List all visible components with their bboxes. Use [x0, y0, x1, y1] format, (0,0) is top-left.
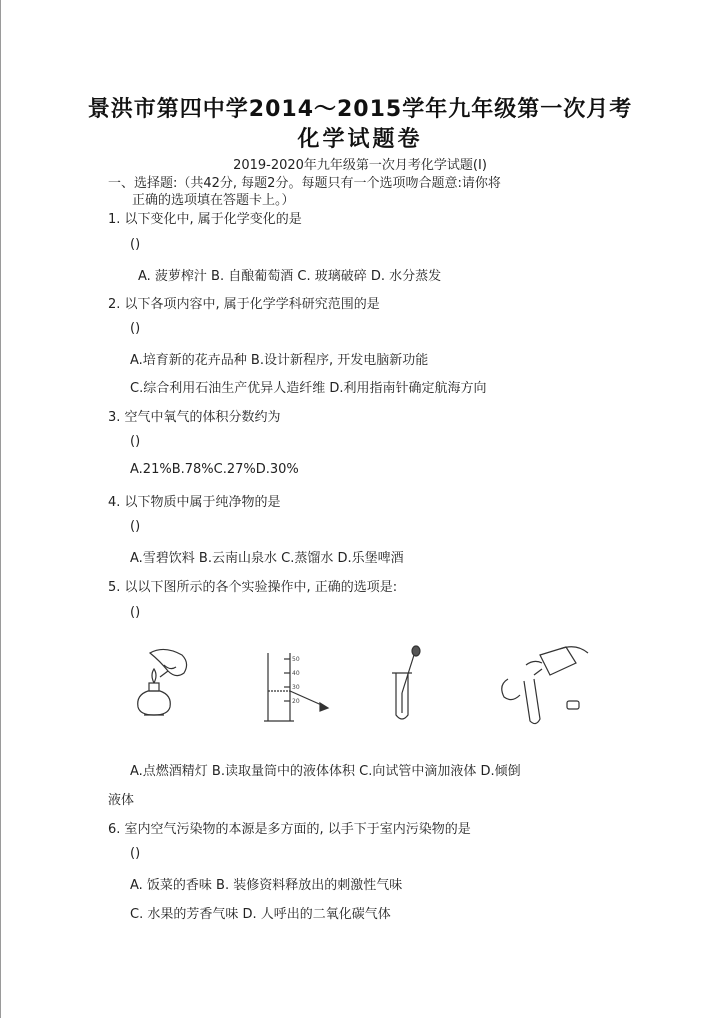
section-heading-cont: 正确的选项填在答题卡上。）	[132, 193, 295, 208]
test-tube-dropper-icon	[392, 646, 420, 719]
question-2-stem: 2. 以下各项内容中, 属于化学学科研究范围的是	[108, 297, 380, 312]
question-3-bracket: ()	[130, 434, 141, 449]
question-2-options-ab: A.培育新的花卉品种 B.设计新程序, 开发电脑新功能	[130, 353, 429, 368]
question-6-stem: 6. 室内空气污染物的本源是多方面的, 以手下于室内污染物的是	[108, 822, 471, 837]
question-6-options-cd: C. 水果的芳香气味 D. 人呼出的二氧化碳气体	[130, 907, 391, 922]
question-4-options: A.雪碧饮料 B.云南山泉水 C.蒸馏水 D.乐堡啤酒	[130, 551, 404, 566]
question-6-options-ab: A. 饭菜的香味 B. 装修资料释放出的刺激性气味	[130, 878, 403, 893]
exam-title-sub: 化学试题卷	[297, 127, 423, 152]
question-1-bracket: ()	[130, 237, 141, 252]
question-5-bracket: ()	[130, 605, 141, 620]
question-5-options-cont: 液体	[108, 793, 135, 808]
question-3-options: A.21%B.78%C.27%D.30%	[130, 462, 299, 477]
question-4-bracket: ()	[130, 519, 141, 534]
cylinder-scale	[292, 656, 300, 705]
question-2-bracket: ()	[130, 321, 141, 336]
alcohol-lamp-icon	[138, 649, 187, 715]
question-1-stem: 1. 以下变化中, 属于化学变化的是	[108, 212, 302, 227]
pouring-liquid-icon	[502, 647, 588, 724]
question-3-stem: 3. 空气中氧气的体积分数约为	[108, 410, 281, 425]
question-5-options: A.点燃酒精灯 B.读取量筒中的液体体积 C.向试管中滴加液体 D.倾倒	[130, 764, 521, 779]
scale-30: 30	[292, 684, 300, 691]
section-heading: 一、选择题:（共42分, 每题2分。每题只有一个选项吻合题意:请你将	[108, 176, 501, 191]
question-4-stem: 4. 以下物质中属于纯净物的是	[108, 495, 281, 510]
scale-40: 40	[292, 670, 300, 677]
lab-operations-figure	[130, 645, 600, 730]
scale-50: 50	[292, 656, 300, 663]
scale-20: 20	[292, 698, 300, 705]
question-5-stem: 5. 以以下图所示的各个实验操作中, 正确的选项是:	[108, 580, 398, 595]
exam-subtitle: 2019-2020年九年级第一次月考化学试题(I)	[233, 158, 487, 173]
question-1-options: A. 菠萝榨汁 B. 自酿葡萄酒 C. 玻璃破碎 D. 水分蒸发	[138, 269, 442, 284]
exam-title: 景洪市第四中学2014～2015学年九年级第一次月考	[87, 97, 633, 122]
question-6-bracket: ()	[130, 846, 141, 861]
question-2-options-cd: C.综合利用石油生产优异人造纤维 D.利用指南针确定航海方向	[130, 381, 487, 396]
